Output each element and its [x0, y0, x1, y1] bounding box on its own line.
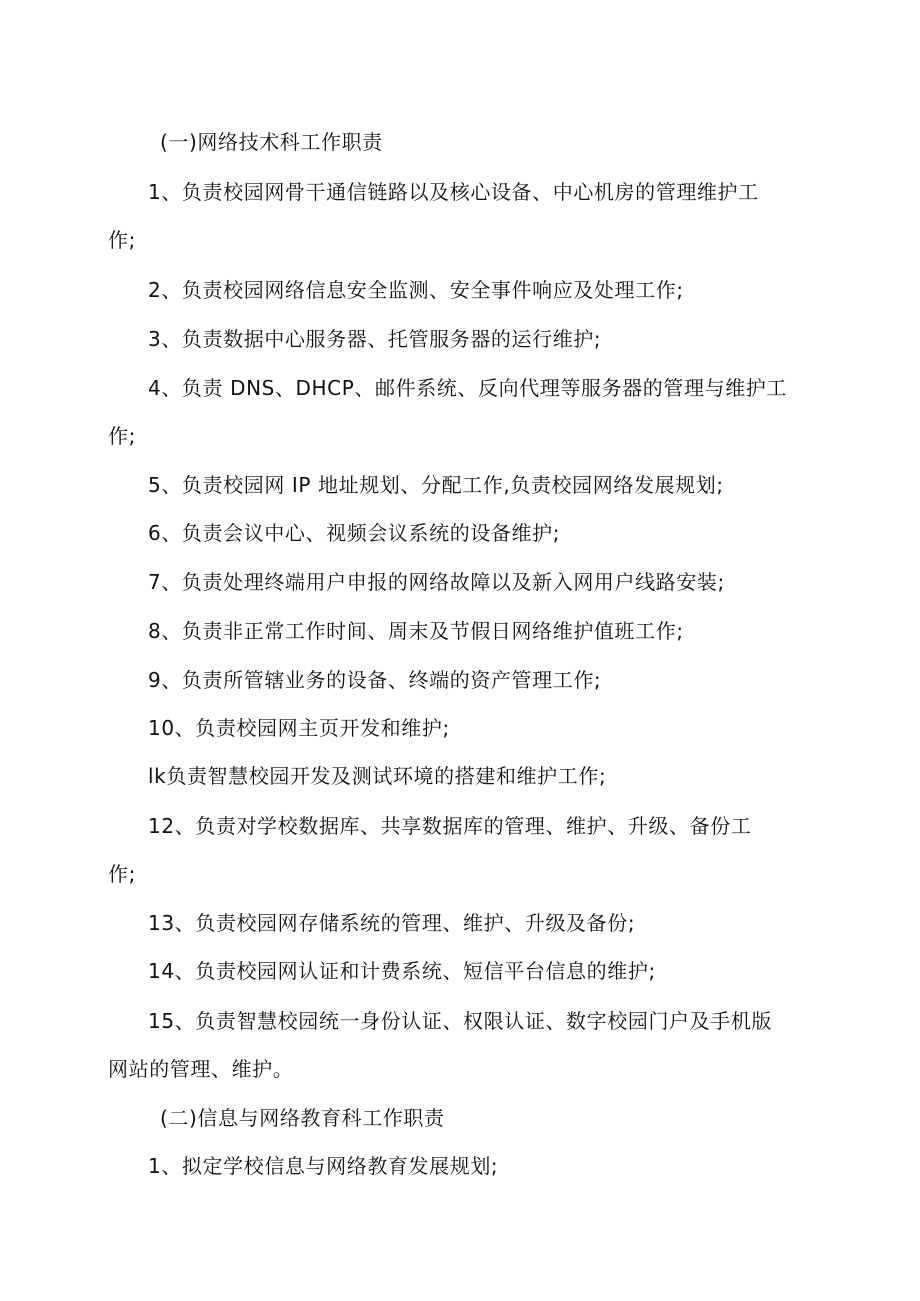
list-item: 8、负责非正常工作时间、周末及节假日网络维护值班工作; — [148, 619, 684, 643]
list-item: 10、负责校园网主页开发和维护; — [148, 716, 450, 740]
list-item-continuation: 网站的管理、维护。 — [108, 1057, 294, 1081]
list-item: 6、负责会议中心、视频会议系统的设备维护; — [148, 521, 561, 545]
list-item: 13、负责校园网存储系统的管理、维护、升级及备份; — [148, 911, 636, 935]
list-item: 4、负责 DNS、DHCP、邮件系统、反向代理等服务器的管理与维护工 — [148, 376, 788, 400]
list-item-continuation: 作; — [108, 862, 136, 886]
list-item: 1、负责校园网骨干通信链路以及核心设备、中心机房的管理维护工 — [148, 180, 759, 204]
list-item: 3、负责数据中心服务器、托管服务器的运行维护; — [148, 327, 602, 351]
list-item: 1、拟定学校信息与网络教育发展规划; — [148, 1154, 499, 1178]
section-heading: (二)信息与网络教育科工作职责 — [160, 1106, 445, 1130]
list-item: 5、负责校园网 IP 地址规划、分配工作,负责校园网络发展规划; — [148, 473, 724, 497]
list-item: 9、负责所管辖业务的设备、终端的资产管理工作; — [148, 668, 602, 692]
list-item: 14、负责校园网认证和计费系统、短信平台信息的维护; — [148, 959, 656, 983]
section-heading: (一)网络技术科工作职责 — [160, 130, 383, 154]
list-item: 2、负责校园网络信息安全监测、安全事件响应及处理工作; — [148, 278, 684, 302]
list-item: 15、负责智慧校园统一身份认证、权限认证、数字校园门户及手机版 — [148, 1009, 773, 1033]
list-item: 12、负责对学校数据库、共享数据库的管理、维护、升级、备份工 — [148, 814, 752, 838]
list-item-continuation: 作; — [108, 228, 136, 252]
list-item: lk负责智慧校园开发及测试环境的搭建和维护工作; — [148, 764, 607, 788]
list-item: 7、负责处理终端用户申报的网络故障以及新入网用户线路安装; — [148, 570, 725, 594]
list-item-continuation: 作; — [108, 424, 136, 448]
